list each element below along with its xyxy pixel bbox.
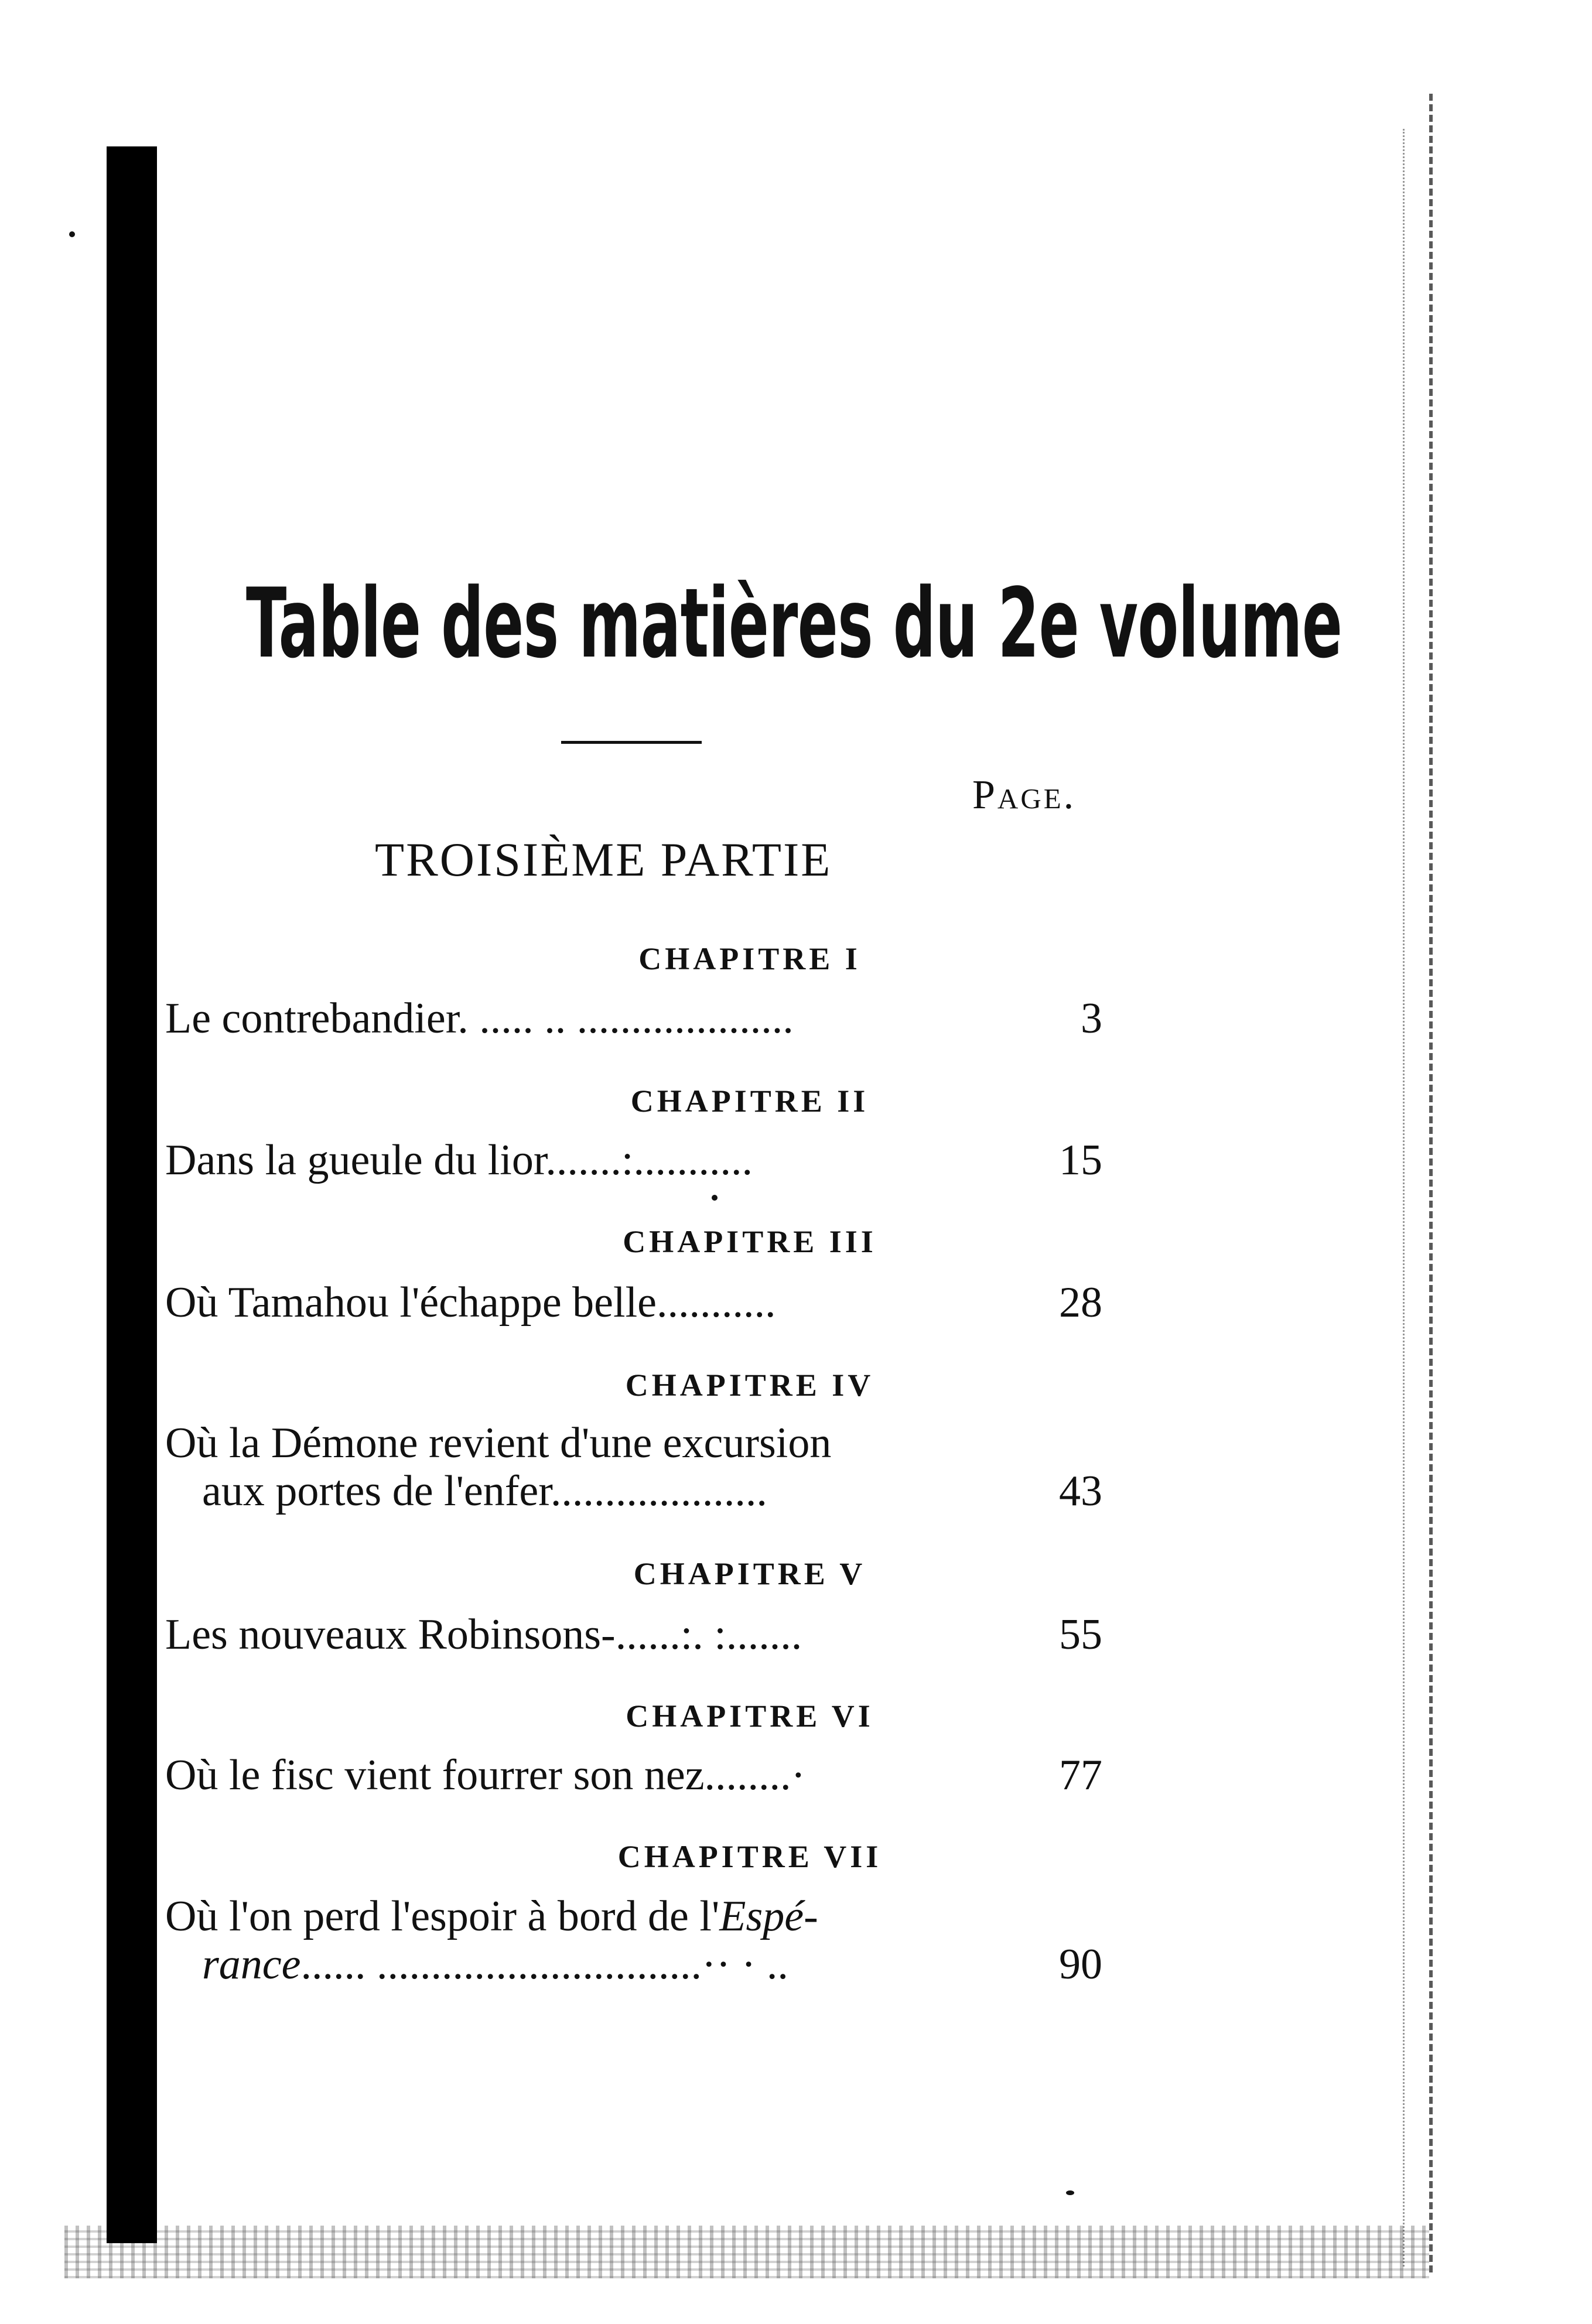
- chapter-heading: CHAPITRE III: [623, 1224, 877, 1259]
- toc-entry: [165, 993, 1102, 1044]
- entry-title-italic-continued: rance: [202, 1940, 301, 1988]
- toc-entry: [165, 1749, 1102, 1801]
- entry-page-number: 77: [1059, 1751, 1102, 1799]
- entry-page-number: 28: [1059, 1279, 1102, 1327]
- entry-page-number: 43: [1059, 1467, 1102, 1515]
- entry-title: Où le fisc vient fourrer son nez........·: [165, 1751, 806, 1799]
- toc-entry-line: [165, 1891, 1102, 1942]
- entry-title-continued: aux portes de l'enfer....................: [202, 1467, 767, 1515]
- entry-page-number: 55: [1059, 1611, 1102, 1659]
- entry-title: Où la Démone revient d'une excursion: [165, 1419, 832, 1467]
- chapter-heading: CHAPITRE VI: [626, 1698, 874, 1734]
- entry-title: Où Tamahou l'échappe belle...........: [165, 1279, 776, 1327]
- toc-entry: [165, 1277, 1102, 1328]
- entry-page-number: 15: [1059, 1136, 1102, 1184]
- entry-page-number: 3: [1081, 994, 1102, 1043]
- entry-title: Où l'on perd l'espoir à bord de l': [165, 1892, 720, 1940]
- page-edge-noise: [1429, 94, 1433, 2272]
- chapter-heading: CHAPITRE I: [638, 941, 861, 976]
- ink-speck: [1066, 2190, 1074, 2195]
- part-title: TROISIÈME PARTIE: [375, 833, 832, 886]
- chapter-heading: CHAPITRE II: [630, 1084, 869, 1119]
- toc-entry-line: [165, 1417, 1102, 1469]
- book-spine-shadow: [107, 146, 157, 2243]
- toc-entry: [202, 1939, 1102, 1990]
- entry-leader-dots: ...... ..............................·· · ..: [300, 1940, 788, 1988]
- entry-page-number: 90: [1059, 1940, 1102, 1988]
- chapter-heading: CHAPITRE VII: [617, 1839, 882, 1874]
- toc-entry: [202, 1465, 1102, 1517]
- title-rule: [561, 741, 702, 744]
- ink-speck: [712, 1195, 718, 1201]
- entry-title: Le contrebandier. ..... .. ....................: [165, 994, 794, 1043]
- bottom-edge-noise: [64, 2226, 1429, 2278]
- page-title: Table des matières du 2e volume: [246, 568, 1342, 679]
- entry-title: Dans la gueule du lior.......:...........: [165, 1136, 753, 1184]
- chapter-heading: CHAPITRE IV: [625, 1368, 874, 1403]
- entry-title-italic: Espé-: [719, 1892, 818, 1940]
- page-edge-noise-inner: [1403, 129, 1405, 2267]
- chapter-heading: CHAPITRE V: [633, 1556, 866, 1591]
- page-column-label: Page.: [972, 773, 1077, 818]
- toc-entry: [165, 1609, 1102, 1660]
- toc-entry: [165, 1134, 1102, 1186]
- ink-speck: [69, 231, 75, 237]
- entry-title: Les nouveaux Robinsons-......:. :.......: [165, 1611, 802, 1659]
